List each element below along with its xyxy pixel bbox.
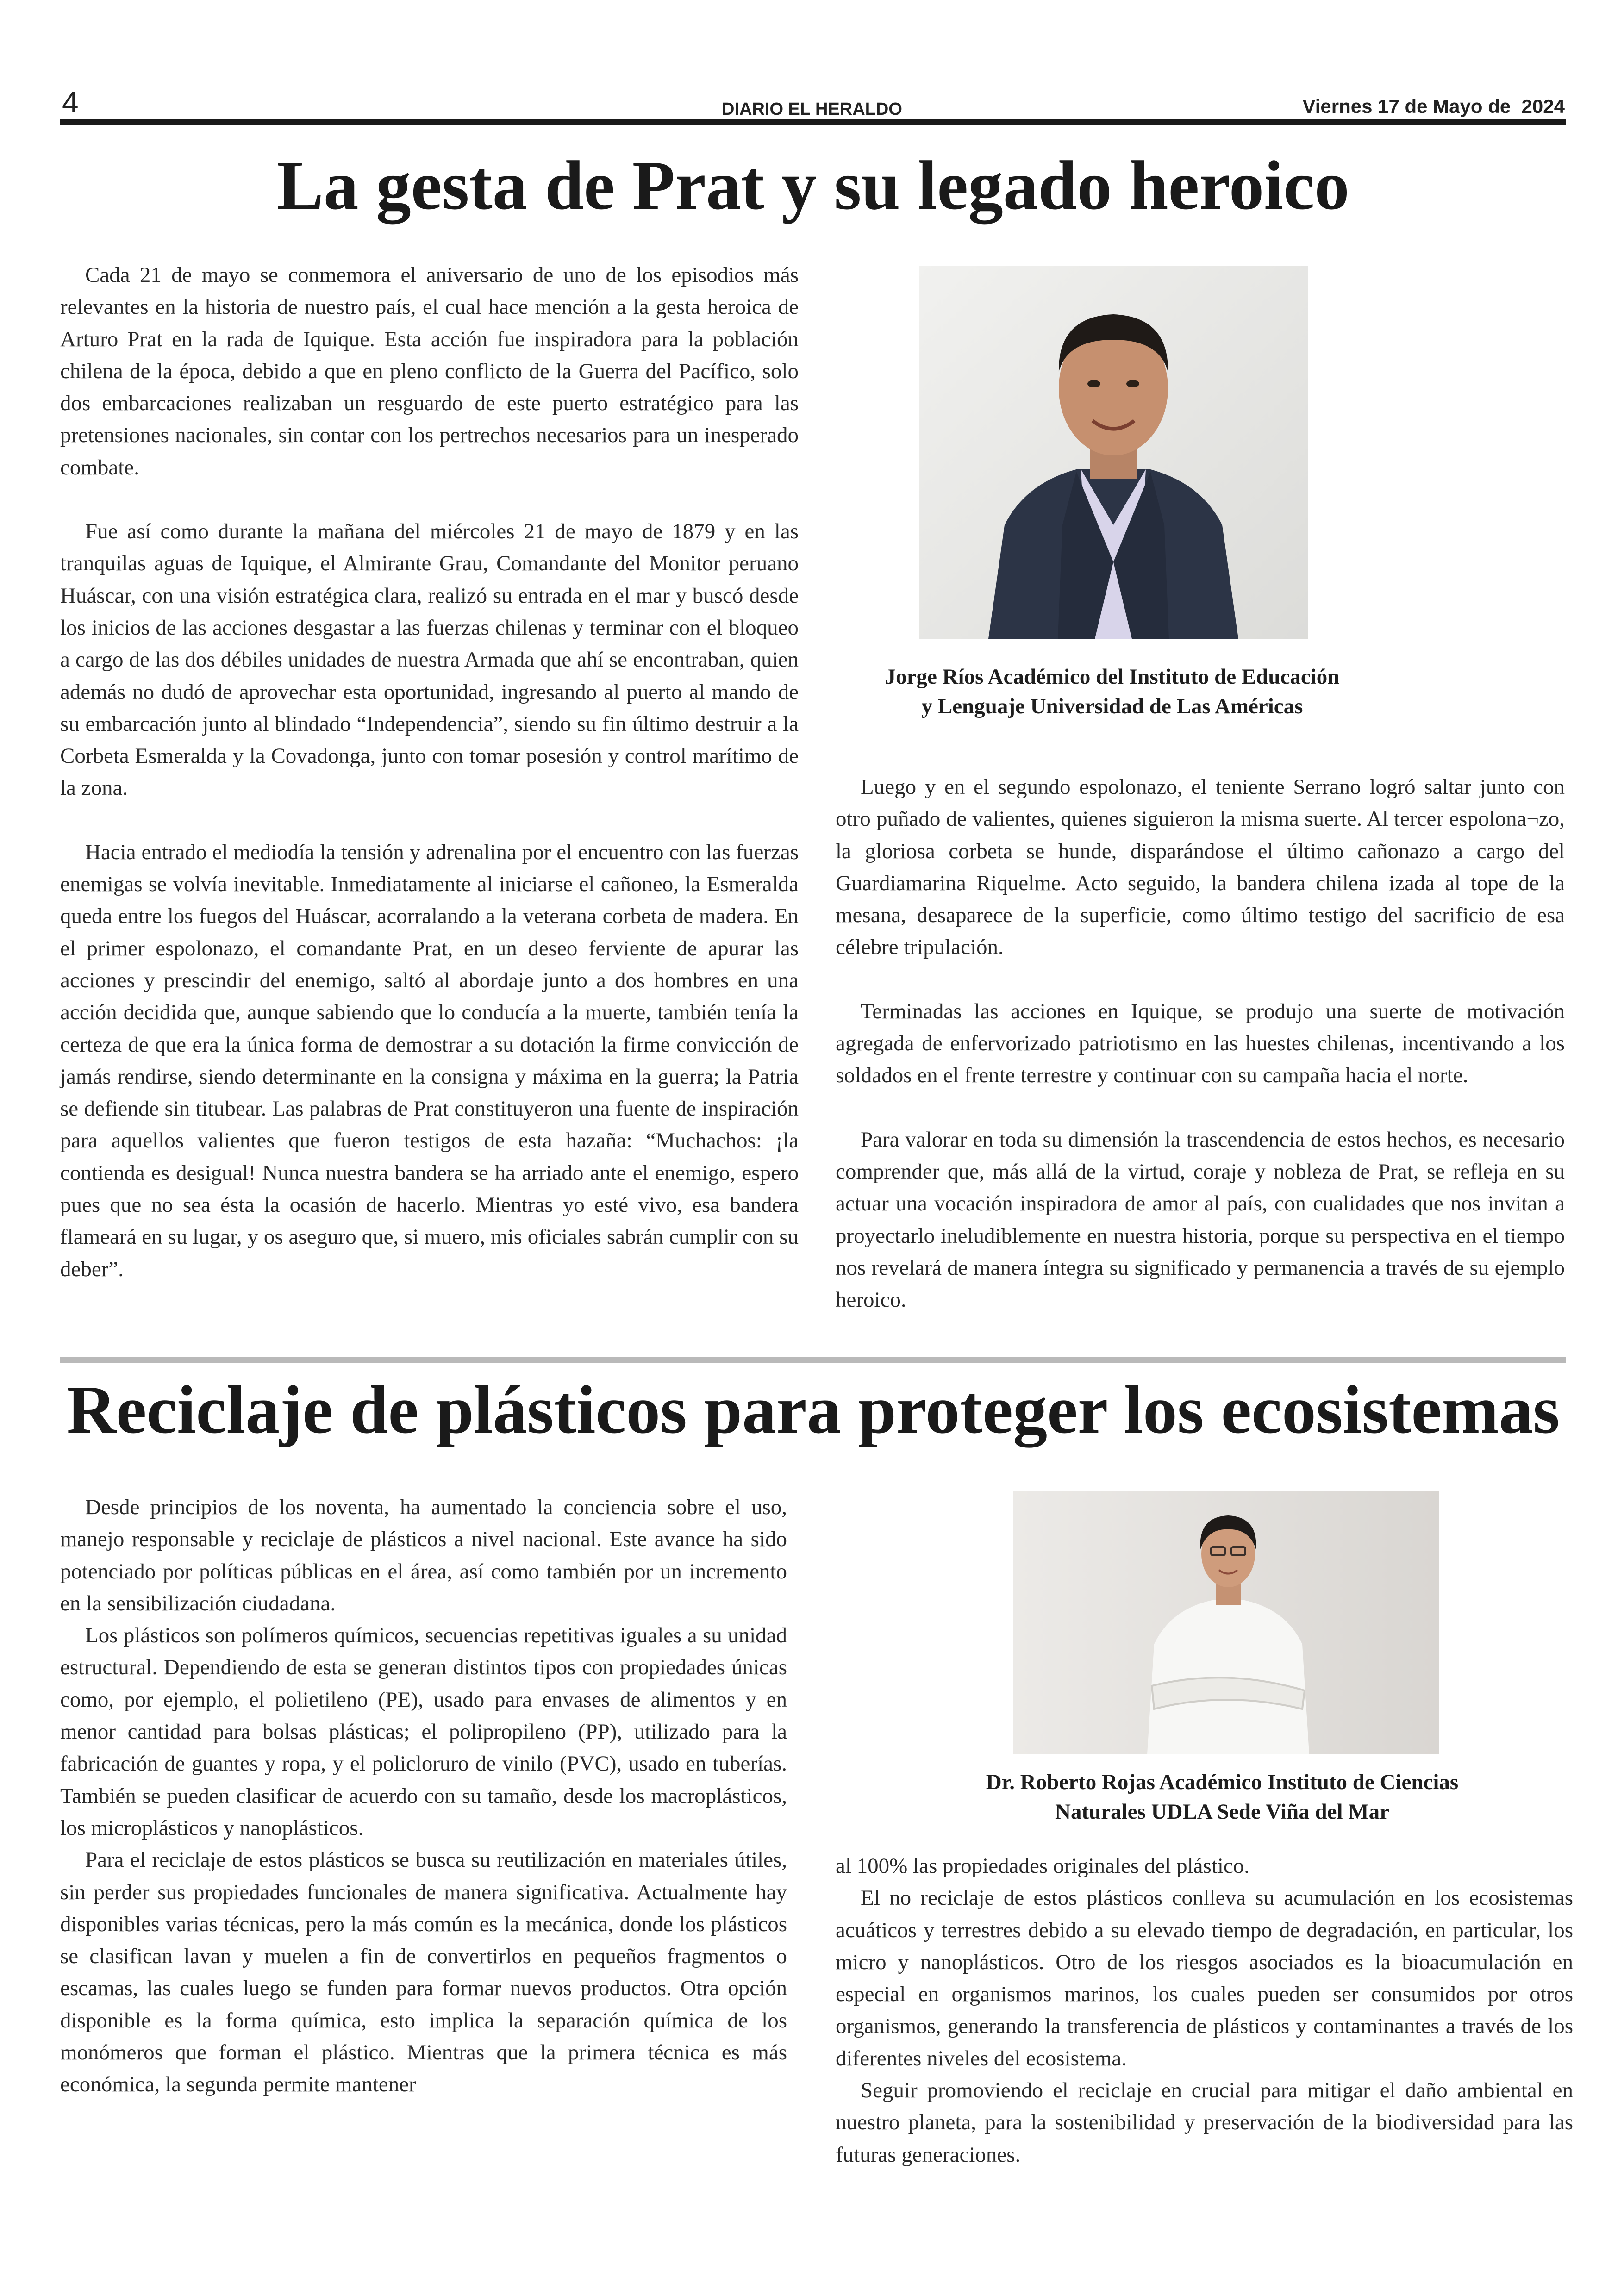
article-title: La gesta de Prat y su legado heroico [277,146,1349,224]
paragraph: Cada 21 de mayo se conmemora el aniversario de uno de los episodios más relevantes en la historia de nuestro país, el cual hace mención a la gesta heroica de Arturo Prat en la rada de Iquique. Esta acción fue inspiradora para la población chilena de la época, debido a que en pleno conflicto de la Guerra del Pacífico, solo dos embarcaciones realizaban un resguardo de este puerto estratégico para las pretensiones nacionales, sin contar con los pertrechos necesarios para un inesperado combate. [60,263,799,480]
photo-caption [838,662,1387,721]
author-photo [919,266,1308,639]
article-body-right [836,771,1565,1316]
article-body-left [60,1491,787,2101]
paragraph: Para valorar en toda su dimensión la trascendencia de estos hechos, es necesario comprender que, más allá de la virtud, coraje y nobleza de Prat, se refleja en su actuar una vocación inspiradora de amor al país, con cualidades que nos invitan a proyectarlo ineludiblemente en nuestra historia, porque su perspectiva en el tiempo nos revelará de manera íntegra su significado y permanencia a través de su ejemplo heroico. [836,1127,1565,1312]
article-body-right [836,1850,1573,2171]
paragraph: Los plásticos son polímeros químicos, secuencias repetitivas iguales a su unidad estructural. Dependiendo de esta se generan distintos tipos con propiedades únicas como, por ejemplo, el polietileno (PE), usado para envases de alimentos y en menor cantidad para bolsas plásticas; el polipropileno (PP), utilizado para la fabricación de guantes y ropa, y el policloruro de vinilo (PVC), usado en tuberías. También se pueden clasificar de acuerdo con su tamaño, desde los macroplásticos, los microplásticos y nanoplásticos. [60,1623,787,1840]
paragraph: Luego y en el segundo espolonazo, el teniente Serrano logró saltar junto con otro puñado de valientes, quienes siguieron la misma suerte. Al tercer espolona¬zo, la gloriosa corbeta se hunde, disparándose el último cañonazo a cargo del Guardiamarina Riquelme. Acto seguido, la bandera chilena izada al tope de la mesana, desaparece de la superficie, como último testigo del sacrificio de esa célebre tripulación. [836,775,1565,960]
caption-line: Naturales UDLA Sede Viña del Mar [1055,1800,1389,1824]
portrait-illustration [1013,1491,1439,1754]
paragraph: Para el reciclaje de estos plásticos se busca su reutilización en materiales útiles, sin perder sus propiedades funcionales de manera significativa. Actualmente hay disponibles varias técnicas, pero la más común es la mecánica, donde los plásticos se clasifican lavan y muelen a fin de convertirlos en pequeños fragmentos o escamas, las cuales luego se funden para formar nuevos productos. Otra opción disponible es la forma química, esto implica la separación química de los monómeros que forman el plástico. Mientras que la primera técnica es más económica, la segunda permite mantener [60,1848,787,2097]
article-separator [60,1357,1566,1363]
paragraph: Hacia entrado el mediodía la tensión y adrenalina por el encuentro con las fuerzas enemigas se volvía inevitable. Inmediatamente al iniciarse el cañoneo, la Esmeralda queda entre los fuegos del Huáscar, acorralando a la veterana corbeta de madera. En el primer espolonazo, el comandante Prat, en un deseo ferviente de apurar las acciones y prescindir del enemigo, saltó al abordaje junto a dos hombres en una acción decidida que, aunque sabiendo que lo conducía a la muerte, también tenía la certeza de que era la única forma de demostrar a su dotación la firme convicción de jamás rendirse, siendo determinante en la consigna y máxima en la guerra; la Patria se defiende sin titubear. Las palabras de Prat constituyeron una fuente de inspiración para aquellos valientes que fueron testigos de esta hazaña: “Muchachos: ¡la contienda es desigual! Nunca nuestra bandera se ha arriado ante el enemigo, espero pues que no sea ésta la ocasión de hacerlo. Mientras yo esté vivo, esa bandera flameará en su lugar, y os aseguro que, si muero, mis oficiales sabrán cumplir con su deber”. [60,840,799,1281]
portrait-illustration [919,266,1308,639]
paragraph: Terminadas las acciones en Iquique, se produjo una suerte de motivación agregada de enfervorizado patriotismo en las huestes chilenas, incentivando a los soldados en el frente terrestre y continuar con su campaña hacia el norte. [836,999,1565,1088]
article-body-left [60,259,799,1285]
article-title: Reciclaje de plásticos para proteger los ecosistemas [66,1372,1560,1448]
caption-line: Jorge Ríos Académico del Instituto de Educación [885,665,1340,689]
photo-caption [921,1767,1523,1827]
page-number: 4 [62,86,79,119]
caption-line: y Lenguaje Universidad de Las Américas [921,694,1303,718]
caption-line: Dr. Roberto Rojas Académico Instituto de Ciencias [986,1770,1459,1794]
paragraph: Fue así como durante la mañana del miércoles 21 de mayo de 1879 y en las tranquilas aguas de Iquique, el Almirante Grau, Comandante del Monitor peruano Huáscar, con una visión estratégica clara, realizó su entrada en el mar y buscó desde los inicios de las acciones desgastar a las fuerzas chilenas y terminar con el bloqueo a cargo de las dos débiles unidades de nuestra Armada que ahí se encontraban, quien además no dudó de aprovechar esta oportunidad, ingresando al puerto al mando de su embarcación junto al blindado “Independencia”, siendo su fin último destruir a la Corbeta Esmeralda y la Covadonga, junto con tomar posesión y control marítimo de la zona. [60,519,799,800]
paragraph: Seguir promoviendo el reciclaje en crucial para mitigar el daño ambiental en nuestro planeta, para la sostenibilidad y preservación de la biodiversidad para las futuras generaciones. [836,2078,1573,2167]
paragraph: Desde principios de los noventa, ha aumentado la conciencia sobre el uso, manejo responsable y reciclaje de plásticos a nivel nacional. Este avance ha sido potenciado por políticas públicas en el área, así como también por un incremento en la sensibilización ciudadana. [60,1495,787,1615]
paragraph: El no reciclaje de estos plásticos conlleva su acumulación en los ecosistemas acuáticos y terrestres debido a su elevado tiempo de degradación, en particular, los micro y nanoplásticos. Otro de los riesgos asociados es la bioacumulación en especial en organismos marinos, los cuales pueden ser consumidos por otros organismos, generando la transferencia de plásticos y contaminantes a través de los diferentes niveles del ecosistema. [836,1886,1573,2070]
paragraph: al 100% las propiedades originales del plástico. [836,1854,1250,1878]
author-photo [1013,1491,1439,1754]
header-rule [60,119,1566,125]
newspaper-name: DIARIO EL HERALDO [722,100,902,119]
issue-date: Viernes 17 de Mayo de 2024 [1302,95,1565,117]
